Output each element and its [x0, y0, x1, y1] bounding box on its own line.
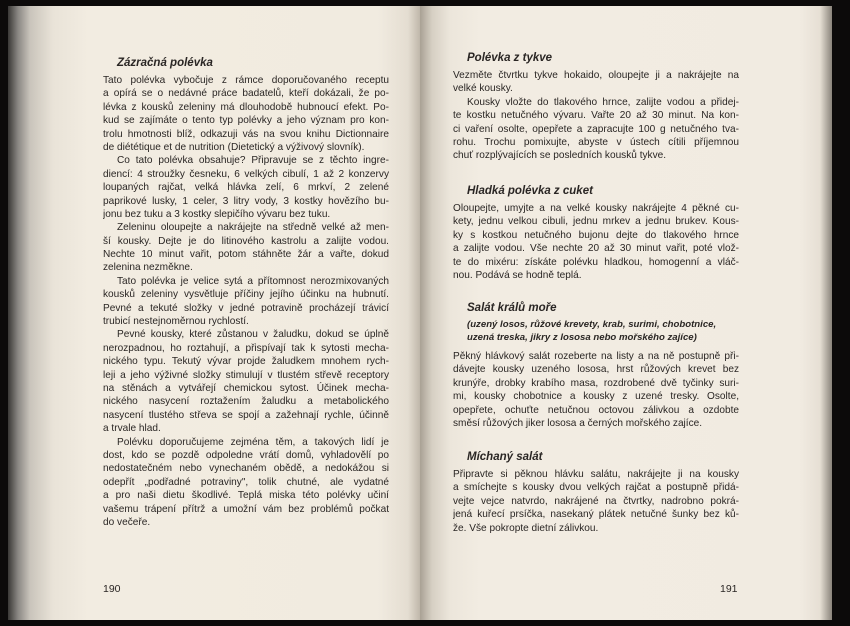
text-line: kety, jednu velkou cibuli, jednu mrkev a jednu brukev. Kous-: [453, 216, 739, 228]
subtitle-line: uzená treska, jikry z lososa nebo mořského zajíce): [467, 331, 697, 343]
text-line: odepřít „podřadné potraviny", tolik chutné, ale vydatné: [103, 476, 389, 488]
recipe-section: [453, 450, 739, 535]
text-line: jená kuřecí prsíčka, nasekaný plátek netučné šunky bez ků-: [453, 509, 739, 521]
text-line: velké kousky.: [453, 83, 513, 95]
text-line: směsí růžových jiker lososa a černých mořského zajíce.: [453, 417, 703, 429]
text-line: a smíchejte s kousky dvou velkých rajčat a postupně přidá-: [453, 482, 739, 494]
text-line: Co tato polévka obsahuje? Připravuje se z těchto ingre-: [117, 155, 389, 167]
text-line: nedostatečném nebo vynechaném obědě, a nedokážou si: [103, 463, 389, 475]
paragraph: [103, 275, 389, 329]
recipe-heading: Míchaný salát: [467, 451, 543, 463]
text-line: de diététique et de nutrition (Dietetický a výživový slovník).: [103, 141, 365, 153]
text-line: rohu. Trochu pomixujte, abyste v ústech cítili příjemnou: [453, 136, 739, 148]
paragraph: [453, 350, 739, 430]
paragraph: [103, 74, 389, 154]
text-line: nasycení tlustého střeva se spojí a zažehnají rychle, účinně: [103, 409, 389, 421]
text-line: Zeleninu oloupejte a nakrájejte na středně velké až men-: [117, 222, 389, 234]
text-line: Tato polévka vybočuje z rámce doporučovaného receptu: [103, 75, 389, 86]
recipe-heading: Polévka z tykve: [467, 52, 553, 64]
text-line: jonu bez tuku a 3 kostky slepičího vývaru bez tuku.: [103, 208, 331, 220]
text-line: do večeře.: [103, 516, 151, 528]
text-line: trolu hmotnosti blíž, odkazuji vás na svou knihu Dictionnaire: [103, 128, 389, 140]
text-line: Tato polévka je velice sytá a přítomnost nerozmixovaných: [117, 275, 389, 287]
text-line: Pěkný hlávkový salát rozeberte na listy a na ně postupně při-: [453, 351, 739, 362]
text-line: Připravte si pěknou hlávku salátu, nakrájejte ji na kousky: [453, 469, 739, 480]
paragraph: [103, 436, 389, 530]
text-line: že. Vše pokropte dietní zálivkou.: [453, 522, 599, 534]
text-line: nického typu. Tekutý vývar projde žaludkem mnohem rych-: [103, 356, 389, 368]
text-line: nického nasycení roztažením žaludku a metabolického: [103, 396, 389, 408]
text-line: Pevné a tekuté složky v jedné potravině procházejí trávicí: [103, 302, 389, 314]
text-line: dávejte kousky uzeného lososa, hrst růžových krevet bez: [453, 364, 739, 376]
text-line: a zalijte vodou. Vše nechte 20 až 30 minut vařit, poté vlož-: [453, 243, 739, 255]
text-line: a trvale hlad.: [103, 423, 161, 435]
text-line: kousků zeleniny vysvětluje příčiny jejího účinku na hubnutí.: [103, 289, 389, 301]
text-line: Kousky vložte do tlakového hrnce, zalijte vodou a přidej-: [467, 96, 739, 108]
subtitle-line: (uzený losos, růžové krevety, krab, surimi, chobotnice,: [467, 319, 717, 330]
recipe-heading: Salát králů moře: [467, 302, 557, 314]
text-line: kud se zajímáte o tento typ polévky a jeho význam pro kon-: [103, 115, 389, 127]
text-line: Polévku doporučujeme zejména těm, a takových lidí je: [117, 436, 389, 448]
page-number: 190: [103, 583, 121, 595]
paragraph: [453, 468, 739, 535]
text-line: chuť rozplývajících se posledních kousků tykve.: [453, 150, 667, 162]
text-line: nerozpadnou, ho roztahují, a přispívají tak k sytosti mecha-: [103, 342, 389, 354]
text-line: ky s kostkou netučného bujonu dejte do tlakového hrnce: [453, 229, 739, 241]
paragraph: [453, 202, 739, 282]
text-line: krunýře, drobky krabího masa, rozdrobené dvě tyčinky suri-: [453, 377, 739, 389]
recipe-ingredients-note: [467, 319, 739, 344]
recipe-section: [453, 184, 739, 282]
page-number: 191: [720, 583, 738, 595]
paragraph: [453, 96, 739, 163]
text-line: te kostku netučného vývaru. Vařte 20 až 30 minut. Na kon-: [453, 110, 739, 122]
text-line: a pro naši dietu škodlivé. Teplá miska této polévky učiní: [103, 490, 389, 502]
right-page: [420, 6, 832, 620]
text-line: zelenina nezměkne.: [103, 262, 193, 274]
paragraph: [103, 328, 389, 435]
text-line: ší kousky. Dejte je do litinového kastrolu a zalijte vodou.: [103, 235, 389, 247]
text-line: nou. Podává se hodně teplá.: [453, 269, 582, 281]
recipe-heading: Hladká polévka z cuket: [467, 185, 593, 197]
recipe-section: [453, 301, 739, 430]
paragraph: [103, 221, 389, 275]
text-line: ci vaření osolte, opepřete a zapracujte 100 g netučného tva-: [453, 123, 739, 135]
text-line: vašemu trápení přítrž a umožní vám bez problémů počkat: [103, 503, 389, 515]
text-line: vejte vejce natvrdo, nakrájené na čtvrtky, nadrobno pokrá-: [453, 495, 739, 507]
text-line: diencí: 4 stroužky česneku, 6 velkých cibulí, 1 až 2 konzervy: [103, 168, 389, 180]
recipe-section: [103, 56, 389, 529]
text-line: Oloupejte, umyjte a na velké kousky nakrájejte 4 pěkné cu-: [453, 203, 739, 214]
paragraph: [453, 69, 739, 96]
text-line: paprikové lusky, 1 celer, 3 litry vody, 3 kostky hovězího bu-: [103, 195, 389, 207]
text-line: Pevné kousky, které zůstanou v žaludku, dokud se úplně: [117, 329, 389, 341]
recipe-section: [453, 51, 739, 163]
text-line: na stěnách a vytvářejí chemickou sytost. Účinek mecha-: [103, 382, 389, 394]
text-line: lévka z kousků zeleniny má dlouhodobě hubnoucí efekt. Po-: [103, 101, 389, 113]
text-line: te do mixéru: získáte polévku hladkou, homogenní a vláč-: [453, 256, 739, 268]
text-line: opepřete, ochuťte netučnou octovou zálivkou a ozdobte: [453, 404, 739, 416]
text-line: loupaných rajčat, velká hlávka zelí, 6 mrkví, 2 zelené: [103, 182, 389, 194]
paragraph: [103, 154, 389, 221]
text-line: Nechte 10 minut vařit, potom stáhněte žár a vařte, dokud: [103, 249, 389, 261]
text-line: Vezměte čtvrtku tykve hokaido, oloupejte ji a nakrájejte na: [453, 70, 739, 81]
text-line: trubicí nestejnoměrnou rychlostí.: [103, 316, 249, 328]
text-line: leji a jeho výživné složky stimulují v tlustém střevě receptory: [103, 369, 389, 381]
recipe-heading: Zázračná polévka: [117, 57, 213, 69]
text-line: mi, kousky chobotnice a kousky z uzené tresky. Osolte,: [453, 391, 739, 403]
left-page: [8, 6, 420, 620]
text-line: a opírá se o nedávné práce badatelů, kteří dokázali, že po-: [103, 88, 389, 100]
text-line: dost, kdo se pozdě odpoledne vrátí domů, vyhladovělí po: [103, 449, 389, 461]
